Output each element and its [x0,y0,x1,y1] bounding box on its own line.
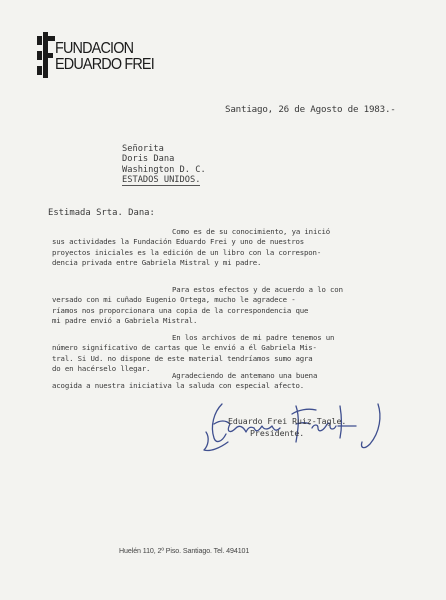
paragraph-3 [52,333,398,374]
p3-line: do en hacérselo llegar. [52,363,151,373]
p2-line: mi padre envió a Gabriela Mistral. [52,315,198,325]
p2-line: versado con mi cuñado Eugenio Ortega, mucho le agradece - [52,295,296,305]
signatory-title: Presidente. [250,427,305,438]
recipient-address [122,144,206,186]
p2-line: ríamos nos proporcionara una copia de la correspondencia que [52,305,309,315]
p1-line: sus actividades la Fundación Eduardo Frei y uno de nuestros [52,237,305,247]
p1-line: Como es de su conocimiento, ya inició [172,227,331,236]
paragraph-4 [52,371,398,392]
p4-line: acogida a nuestra iniciativa la saluda con especial afecto. [52,381,305,391]
paragraph-2 [52,285,398,326]
signatory-block [228,416,346,439]
recipient-line3: Washington D. C. [122,164,206,175]
recipient-line2: Doris Dana [122,154,175,165]
letterhead [55,41,154,73]
recipient-line1: Señorita [122,144,164,154]
recipient-line4: ESTADOS UNIDOS. [122,175,201,186]
p4-line: Agradeciendo de antemano una buena [172,371,318,380]
letter-date: Santiago, 26 de Agosto de 1983.- [225,104,396,115]
greeting: Estimada Srta. Dana: [48,208,155,218]
p1-line: dencia privada entre Gabriela Mistral y mi padre. [52,257,262,267]
paragraph-1 [52,227,398,268]
letterhead-line2: EDUARDO FREI [55,56,154,73]
letterhead-footer: Huelén 110, 2º Piso. Santiago. Tel. 494101 [119,547,250,555]
p3-line: número significativo de cartas que le envió a él Gabriela Mis- [52,343,317,353]
p3-line: En los archivos de mi padre tenemos un [172,333,335,342]
fundacion-logo-icon [36,32,56,78]
p2-line: Para estos efectos y de acuerdo a lo con [172,285,343,294]
signatory-name: Eduardo Frei Ruiz-Tagle. [228,416,347,426]
letterhead-line1: FUNDACION [55,40,134,57]
p3-line: tral. Si Ud. no dispone de este material tendríamos sumo agra [52,353,313,363]
p1-line: proyectos iniciales es la edición de un libro con la correspon- [52,247,322,257]
